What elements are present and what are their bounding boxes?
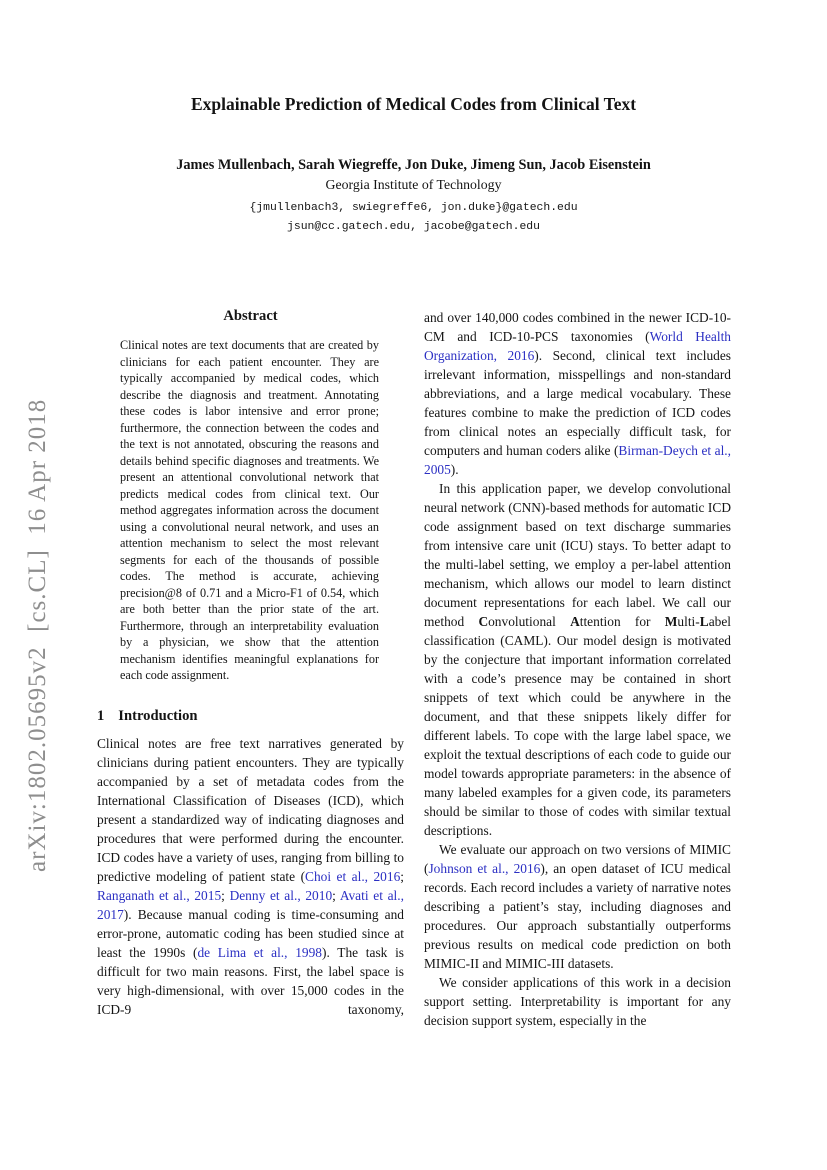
text-segment: ).	[450, 462, 459, 477]
section-number: 1	[97, 707, 105, 724]
citation-link[interactable]: Denny et al., 2010	[229, 887, 333, 903]
text-segment: ulti-	[677, 614, 700, 629]
email-line-1: {jmullenbach3, swiegreffe6, jon.duke}@gatech.edu	[249, 202, 578, 214]
affiliation: Georgia Institute of Technology	[325, 177, 502, 192]
section-heading-introduction	[97, 708, 404, 725]
text-segment: ;	[332, 887, 340, 903]
text-segment: ;	[400, 868, 405, 884]
citation-link[interactable]: Johnson et al., 2016	[428, 861, 541, 876]
body-paragraph-2	[424, 479, 731, 840]
abstract-body: Clinical notes are text documents that are created by clinicians for each patient encounter. They are typically accompanied by medical codes, which describe the diagnosis and treatment. Annotating these codes is labor intensive and error prone; furthermore, the connection between the codes and the text is not annotated, obscuring the reasons and details behind specific diagnoses and treatments. We present an attentional convolutional network that predicts medical codes from clinical text. Our method aggregates information across the document using a convolutional neural network, and uses an attention mechanism to select the most relevant segments for each of the thousands of possible codes. The method is accurate, achieving precision@8 of 0.71 and a Micro-F1 of 0.54, which are both better than the prior state of the art. Furthermore, through an interpretability evaluation by a physician, we show that the attention mechanism identifies meaningful explanations for each code assignment.	[120, 338, 379, 682]
abstract-heading: Abstract	[223, 308, 278, 324]
text-segment: ). The task is difficult for two main reasons. First, the label space is very high-dimensional, with over 15,000 codes in the ICD-9 taxonomy,	[97, 944, 404, 1017]
citation-link[interactable]: World Health Organization, 2016	[424, 329, 731, 363]
section-title: Introduction	[118, 707, 198, 724]
email-block	[0, 199, 827, 237]
text-segment: ;	[221, 887, 230, 903]
text-segment: Clinical notes are free text narratives generated by clinicians during patient encounters. They are typically accompanied by a set of metadata codes from the International Classification of Diseases (ICD), which present a standardized way of indicating diagnoses and procedures that were performed during the encounter. ICD codes have a variety of uses, ranging from billing to predictive modeling of patient state (	[97, 735, 404, 884]
text-segment: We evaluate our approach on two versions of MIMIC (	[424, 842, 731, 876]
text-segment: abel classification (CAML). Our model design is motivated by the conjecture that important information correlated with a code’s presence may be contained in short snippets of text which could be anywhere in the document, and that these snippets likely differ for different labels. To cope with the large label space, we exploit the textual descriptions of each code to guide our model towards appropriate parameters: in the absence of many labeled examples for a given code, its parameters should be similar to those of codes with similar textual descriptions.	[424, 614, 731, 838]
citation-link[interactable]: Choi et al., 2016	[305, 868, 401, 884]
citation-link[interactable]: Birman-Deych et al., 2005	[424, 443, 731, 477]
text-segment: and over 140,000 codes combined in the newer ICD-10-CM and ICD-10-PCS taxonomies (	[424, 310, 731, 344]
body-paragraph-4	[424, 973, 731, 1030]
text-segment: ). Second, clinical text includes irrelevant information, misspellings and non-standard abbreviations, and a large medical vocabulary. These features combine to make the prediction of ICD codes from clinical notes an especially difficult task, for computers and human coders alike (	[424, 348, 731, 458]
paper-title: Explainable Prediction of Medical Codes from Clinical Text	[190, 94, 637, 114]
text-segment: In this application paper, we develop convolutional neural network (CNN)-based methods for automatic ICD code assignment based on text discharge summaries from intensive care unit (ICU) stays. To better adapt to the multi-label setting, we employ a per-label attention mechanism, which allows our model to learn distinct document representations for each label. We call our method	[424, 481, 731, 629]
text-segment: We consider applications of this work in a decision support setting. Interpretability is important for any decision support system, especially in the	[424, 975, 731, 1028]
text-segment: ), an open dataset of ICU medical records. Each record includes a variety of narrative notes describing a patient’s stay, including diagnoses and procedures. Our approach substantially outperforms previous results on medical code prediction on both MIMIC-II and MIMIC-III datasets.	[424, 861, 731, 971]
column-left	[97, 308, 404, 1098]
arxiv-watermark: arXiv:1802.05695v2 [cs.CL] 16 Apr 2018	[24, 398, 51, 872]
citation-link[interactable]: Ranganath et al., 2015	[97, 887, 222, 903]
text-segment: ttention for	[579, 614, 665, 629]
bold-text: M	[664, 614, 678, 629]
intro-paragraph-left	[97, 734, 404, 1019]
author-line: James Mullenbach, Sarah Wiegreffe, Jon Duke, Jimeng Sun, Jacob Eisenstein	[176, 157, 651, 173]
bold-text: C	[478, 614, 489, 629]
email-line-2: jsun@cc.gatech.edu, jacobe@gatech.edu	[287, 221, 540, 233]
text-segment: onvolutional	[488, 614, 571, 629]
body-paragraph-1	[424, 308, 731, 479]
bold-text: A	[570, 614, 580, 629]
column-right	[424, 308, 731, 1098]
bold-text: L	[699, 614, 709, 629]
citation-link[interactable]: de Lima et al., 1998	[197, 944, 322, 960]
citation-link[interactable]: Avati et al., 2017	[97, 887, 404, 922]
two-column-body	[97, 308, 731, 1098]
text-segment: ). Because manual coding is time-consuming and error-prone, automatic coding has been studied since at least the 1990s (	[97, 906, 404, 960]
body-paragraph-3	[424, 840, 731, 973]
